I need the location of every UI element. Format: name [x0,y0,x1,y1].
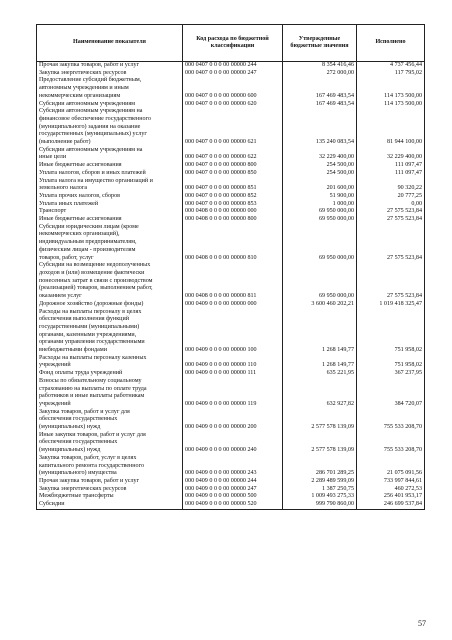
row-code: 000 0409 0 0 0 00 00000 119 [183,378,283,409]
row-approved: 1 268 149,77 [283,355,357,370]
row-code: 000 0409 0 0 0 00 00000 111 [183,370,283,378]
row-name: Иные бюджетные ассигнования [37,162,183,170]
row-name: Субсидии юридическим лицам (кроме некоммерческих организаций), индивидуальным предпринимателям, физическим лицам - производителям товаров, работ, услуг [37,224,183,263]
row-executed: 27 575 523,84 [357,224,425,263]
table-row [37,170,425,178]
document-page [36,24,424,510]
row-name: Фонд оплаты труда учреждений [37,370,183,378]
row-approved: 32 229 400,00 [283,147,357,162]
row-name: Предоставление субсидий бюджетным, автономным учреждениям и иным некоммерческим организациям [37,77,183,100]
row-code: 000 0407 0 0 0 00 00000 852 [183,193,283,201]
row-name: Расходы на выплаты персоналу в целях обеспечения выполнения функций государственными (муниципальными) органами, казенными учреждениями, органами управления государственными внебюджетными фондами [37,309,183,355]
row-name: Субсидии автономным учреждениям на финансовое обеспечение государственного (муниципального) задания на оказание государственных (муниципальных) услуг (выполнение работ) [37,108,183,147]
row-approved: 635 221,95 [283,370,357,378]
table-row [37,309,425,355]
page-number: 57 [418,619,426,628]
row-approved: 167 469 483,54 [283,101,357,109]
row-code: 000 0407 0 0 0 00 00000 247 [183,70,283,78]
header-name: Наименование показателя [37,25,183,62]
table-row [37,216,425,224]
row-approved: 254 500,00 [283,170,357,178]
header-approved: Утвержденные бюджетные значения [283,25,357,62]
row-executed: 117 795,02 [357,70,425,78]
row-code: 000 0407 0 0 0 00 00000 853 [183,201,283,209]
row-approved: 2 577 578 139,09 [283,432,357,455]
row-name: Взносы по обязательному социальному страхованию на выплаты по оплате труда работников и иные выплаты работникам учреждений [37,378,183,409]
row-executed: 246 699 537,84 [357,501,425,509]
table-row [37,201,425,209]
table-row [37,108,425,147]
row-approved: 69 950 000,00 [283,216,357,224]
row-executed: 755 533 208,70 [357,432,425,455]
table-header-row [37,25,425,62]
row-name: Межбюджетные трансферты [37,493,183,501]
row-executed: 90 320,22 [357,178,425,193]
table-row [37,62,425,70]
header-executed: Исполнено [357,25,425,62]
row-code: 000 0409 0 0 0 00 00000 520 [183,501,283,509]
row-code: 000 0408 0 0 0 00 00000 811 [183,262,283,301]
row-code: 000 0409 0 0 0 00 00000 100 [183,309,283,355]
row-code: 000 0407 0 0 0 00 00000 621 [183,108,283,147]
row-name: Уплата налога на имущество организаций и земельного налога [37,178,183,193]
row-code: 000 0407 0 0 0 00 00000 850 [183,170,283,178]
row-code: 000 0407 0 0 0 00 00000 600 [183,77,283,100]
table-row [37,432,425,455]
row-code: 000 0409 0 0 0 00 00000 240 [183,432,283,455]
row-executed: 256 401 953,17 [357,493,425,501]
table-row [37,301,425,309]
row-executed: 114 173 500,00 [357,101,425,109]
row-executed: 751 958,02 [357,309,425,355]
row-executed: 32 229 400,00 [357,147,425,162]
row-code: 000 0407 0 0 0 00 00000 620 [183,101,283,109]
row-name: Прочая закупка товаров, работ и услуг [37,478,183,486]
table-row [37,378,425,409]
row-approved: 1 268 149,77 [283,309,357,355]
row-executed: 27 575 523,84 [357,262,425,301]
row-code: 000 0409 0 0 0 00 00000 110 [183,355,283,370]
table-row [37,224,425,263]
row-executed: 111 097,47 [357,170,425,178]
table-row [37,193,425,201]
table-row [37,455,425,478]
table-row [37,409,425,432]
row-code: 000 0409 0 0 0 00 00000 500 [183,493,283,501]
row-name: Дорожное хозяйство (дорожные фонды) [37,301,183,309]
row-code: 000 0409 0 0 0 00 00000 244 [183,478,283,486]
row-executed: 0,00 [357,201,425,209]
row-code: 000 0409 0 0 0 00 00000 243 [183,455,283,478]
table-row [37,162,425,170]
row-executed: 755 533 208,70 [357,409,425,432]
row-code: 000 0409 0 0 0 00 00000 247 [183,486,283,494]
row-approved: 69 950 000,00 [283,208,357,216]
row-executed: 114 173 500,00 [357,77,425,100]
row-name: Субсидии [37,501,183,509]
row-approved: 201 600,00 [283,178,357,193]
row-approved: 167 469 483,54 [283,77,357,100]
row-executed: 733 997 844,61 [357,478,425,486]
table-row [37,370,425,378]
row-executed: 20 777,25 [357,193,425,201]
row-name: Уплата налогов, сборов и иных платежей [37,170,183,178]
row-executed: 1 019 418 325,47 [357,301,425,309]
row-name: Иные закупки товаров, работ и услуг для обеспечения государственных (муниципальных) нужд [37,432,183,455]
row-executed: 27 575 523,84 [357,208,425,216]
row-approved: 286 701 289,25 [283,455,357,478]
row-executed: 751 958,02 [357,355,425,370]
row-name: Уплата иных платежей [37,201,183,209]
row-code: 000 0408 0 0 0 00 00000 000 [183,208,283,216]
row-name: Субсидии автономным учреждениям [37,101,183,109]
row-approved: 135 240 083,54 [283,108,357,147]
row-approved: 1 009 493 275,33 [283,493,357,501]
table-row [37,147,425,162]
row-code: 000 0407 0 0 0 00 00000 244 [183,62,283,70]
table-body [37,62,425,510]
row-executed: 81 944 100,00 [357,108,425,147]
row-name: Уплата прочих налогов, сборов [37,193,183,201]
row-executed: 384 720,07 [357,378,425,409]
row-executed: 111 097,47 [357,162,425,170]
table-row [37,208,425,216]
row-name: Закупка товаров, работ, услуг в целях капитального ремонта государственного (муниципального) имущества [37,455,183,478]
row-executed: 460 272,53 [357,486,425,494]
row-approved: 632 927,82 [283,378,357,409]
row-name: Транспорт [37,208,183,216]
row-approved: 69 950 000,00 [283,262,357,301]
row-code: 000 0408 0 0 0 00 00000 810 [183,224,283,263]
row-executed: 27 575 523,84 [357,216,425,224]
row-code: 000 0407 0 0 0 00 00000 851 [183,178,283,193]
row-approved: 272 000,00 [283,70,357,78]
row-code: 000 0409 0 0 0 00 00000 000 [183,301,283,309]
row-name: Расходы на выплаты персоналу казенных учреждений [37,355,183,370]
table-row [37,77,425,100]
row-approved: 3 600 460 202,21 [283,301,357,309]
row-approved: 2 577 578 139,09 [283,409,357,432]
header-code: Код расхода по бюджетной классификации [183,25,283,62]
table-row [37,493,425,501]
row-code: 000 0407 0 0 0 00 00000 622 [183,147,283,162]
budget-execution-table [36,24,425,510]
row-name: Субсидии на возмещение недополученных доходов и (или) возмещение фактически понесенных затрат в связи с производством (реализацией) товаров, выполнением работ, оказанием услуг [37,262,183,301]
row-name: Закупка энергетических ресурсов [37,486,183,494]
row-approved: 8 354 416,46 [283,62,357,70]
row-executed: 21 075 091,56 [357,455,425,478]
row-name: Субсидии автономным учреждениям на иные цели [37,147,183,162]
row-code: 000 0409 0 0 0 00 00000 200 [183,409,283,432]
row-executed: 4 737 456,44 [357,62,425,70]
row-name: Иные бюджетные ассигнования [37,216,183,224]
row-name: Прочая закупка товаров, работ и услуг [37,62,183,70]
row-approved: 254 500,00 [283,162,357,170]
table-row [37,178,425,193]
row-executed: 367 237,95 [357,370,425,378]
row-approved: 2 289 489 599,09 [283,478,357,486]
row-name: Закупка энергетических ресурсов [37,70,183,78]
row-name: Закупка товаров, работ и услуг для обеспечения государственных (муниципальных) нужд [37,409,183,432]
row-approved: 69 950 000,00 [283,224,357,263]
row-code: 000 0408 0 0 0 00 00000 800 [183,216,283,224]
row-code: 000 0407 0 0 0 00 00000 800 [183,162,283,170]
row-approved: 1 000,00 [283,201,357,209]
row-approved: 51 900,00 [283,193,357,201]
table-row [37,501,425,509]
row-approved: 999 790 860,00 [283,501,357,509]
table-row [37,355,425,370]
row-approved: 1 387 250,75 [283,486,357,494]
table-row [37,478,425,486]
table-row [37,262,425,301]
